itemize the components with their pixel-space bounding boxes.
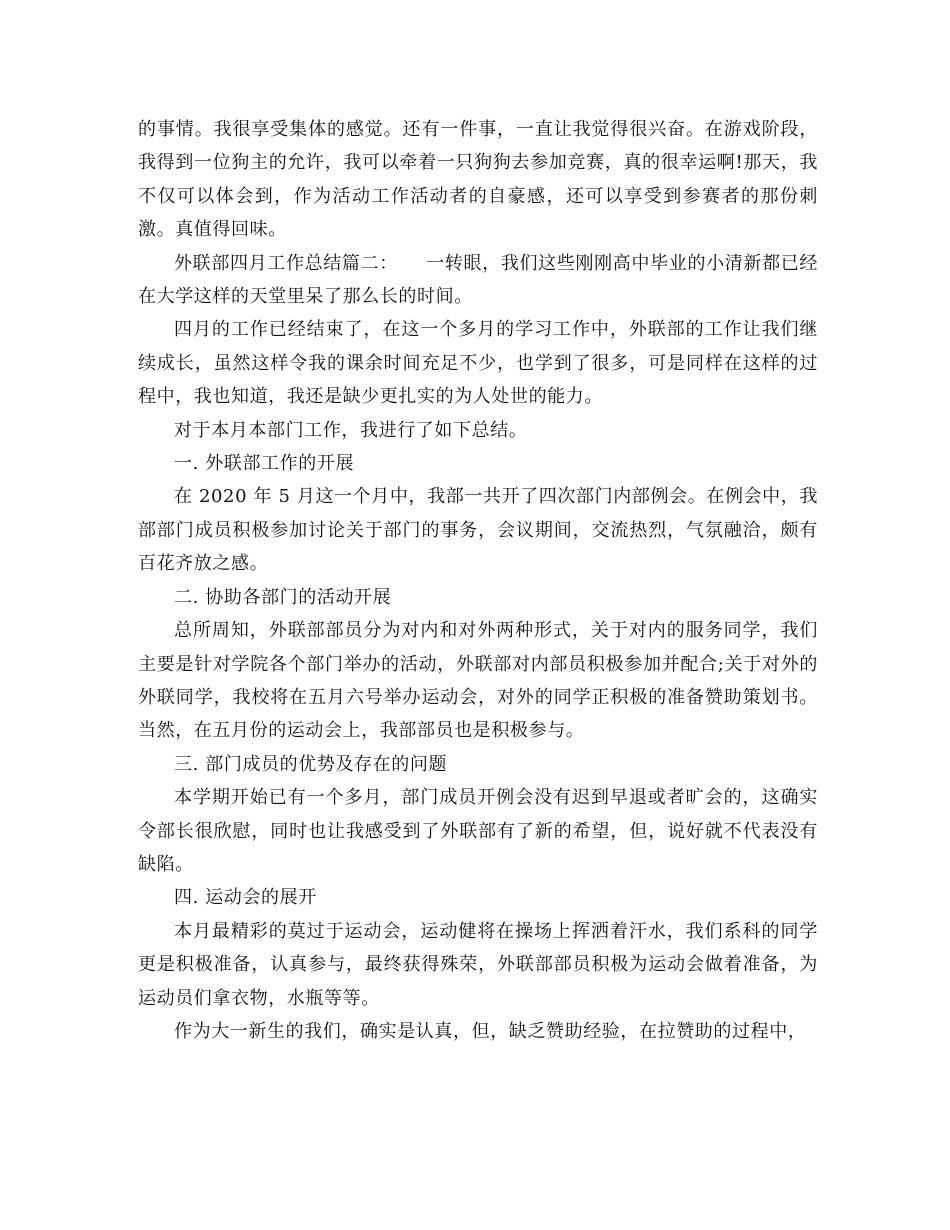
paragraph-sponsorship: 作为大一新生的我们，确实是认真，但，缺乏赞助经验，在拉赞助的过程中， — [174, 1020, 807, 1042]
paragraph-cooperation: 总所周知，外联部部员分为对内和对外两种形式，关于对内的服务同学，我们主要是针对学院各个部门举办的活动，外联部对内部员积极参加并配合;关于对外的外联同学，我校将在五月六号举办运动会，对外的同学正积极的准备赞助策划书。当然，在五月份的运动会上，我部部员也是积极参与。 — [138, 620, 818, 742]
paragraph-april-work: 四月的工作已经结束了，在这一个多月的学习工作中，外联部的工作让我们继续成长，虽然这样令我的课余时间充足不少，也学到了很多，可是同样在这样的过程中，我也知道，我还是缺少更扎实的为人处世的能力。 — [138, 319, 818, 408]
section-heading-3: 三. 部门成员的优势及存在的问题 — [174, 753, 448, 775]
section-heading-2: 二. 协助各部门的活动开展 — [174, 586, 392, 608]
paragraph-summary-intro: 对于本月本部门工作，我进行了如下总结。 — [174, 419, 528, 441]
paragraph-section-intro: 外联部四月工作总结篇二： 一转眼，我们这些刚刚高中毕业的小清新都已经在大学这样的天堂里呆了那么长的时间。 — [138, 252, 818, 308]
paragraph-members: 本学期开始已有一个多月，部门成员开例会没有迟到早退或者旷会的，这确实令部长很欣慰，同时也让我感受到了外联部有了新的希望，但，说好就不代表没有缺陷。 — [138, 787, 818, 875]
section-heading-4: 四. 运动会的展开 — [174, 887, 317, 909]
paragraph-continuation: 的事情。我很享受集体的感觉。还有一件事，一直让我觉得很兴奋。在游戏阶段，我得到一位狗主的允许，我可以牵着一只狗狗去参加竞赛，真的很幸运啊!那天，我不仅可以体会到，作为活动工作活动者的自豪感，还可以享受到参赛者的那份刺激。真值得回味。 — [138, 119, 818, 241]
paragraph-meetings: 在 2020 年 5 月这一个月中，我部一共开了四次部门内部例会。在例会中，我部部门成员积极参加讨论关于部门的事务，会议期间，交流热烈，气氛融洽，颇有百花齐放之感。 — [138, 486, 818, 575]
document-body — [138, 113, 818, 1048]
paragraph-sports-meet: 本月最精彩的莫过于运动会，运动健将在操场上挥洒着汗水，我们系科的同学更是积极准备，认真参与，最终获得殊荣，外联部部员积极为运动会做着准备，为运动员们拿衣物，水瓶等等。 — [138, 920, 818, 1009]
section-heading-1: 一. 外联部工作的开展 — [174, 453, 355, 475]
